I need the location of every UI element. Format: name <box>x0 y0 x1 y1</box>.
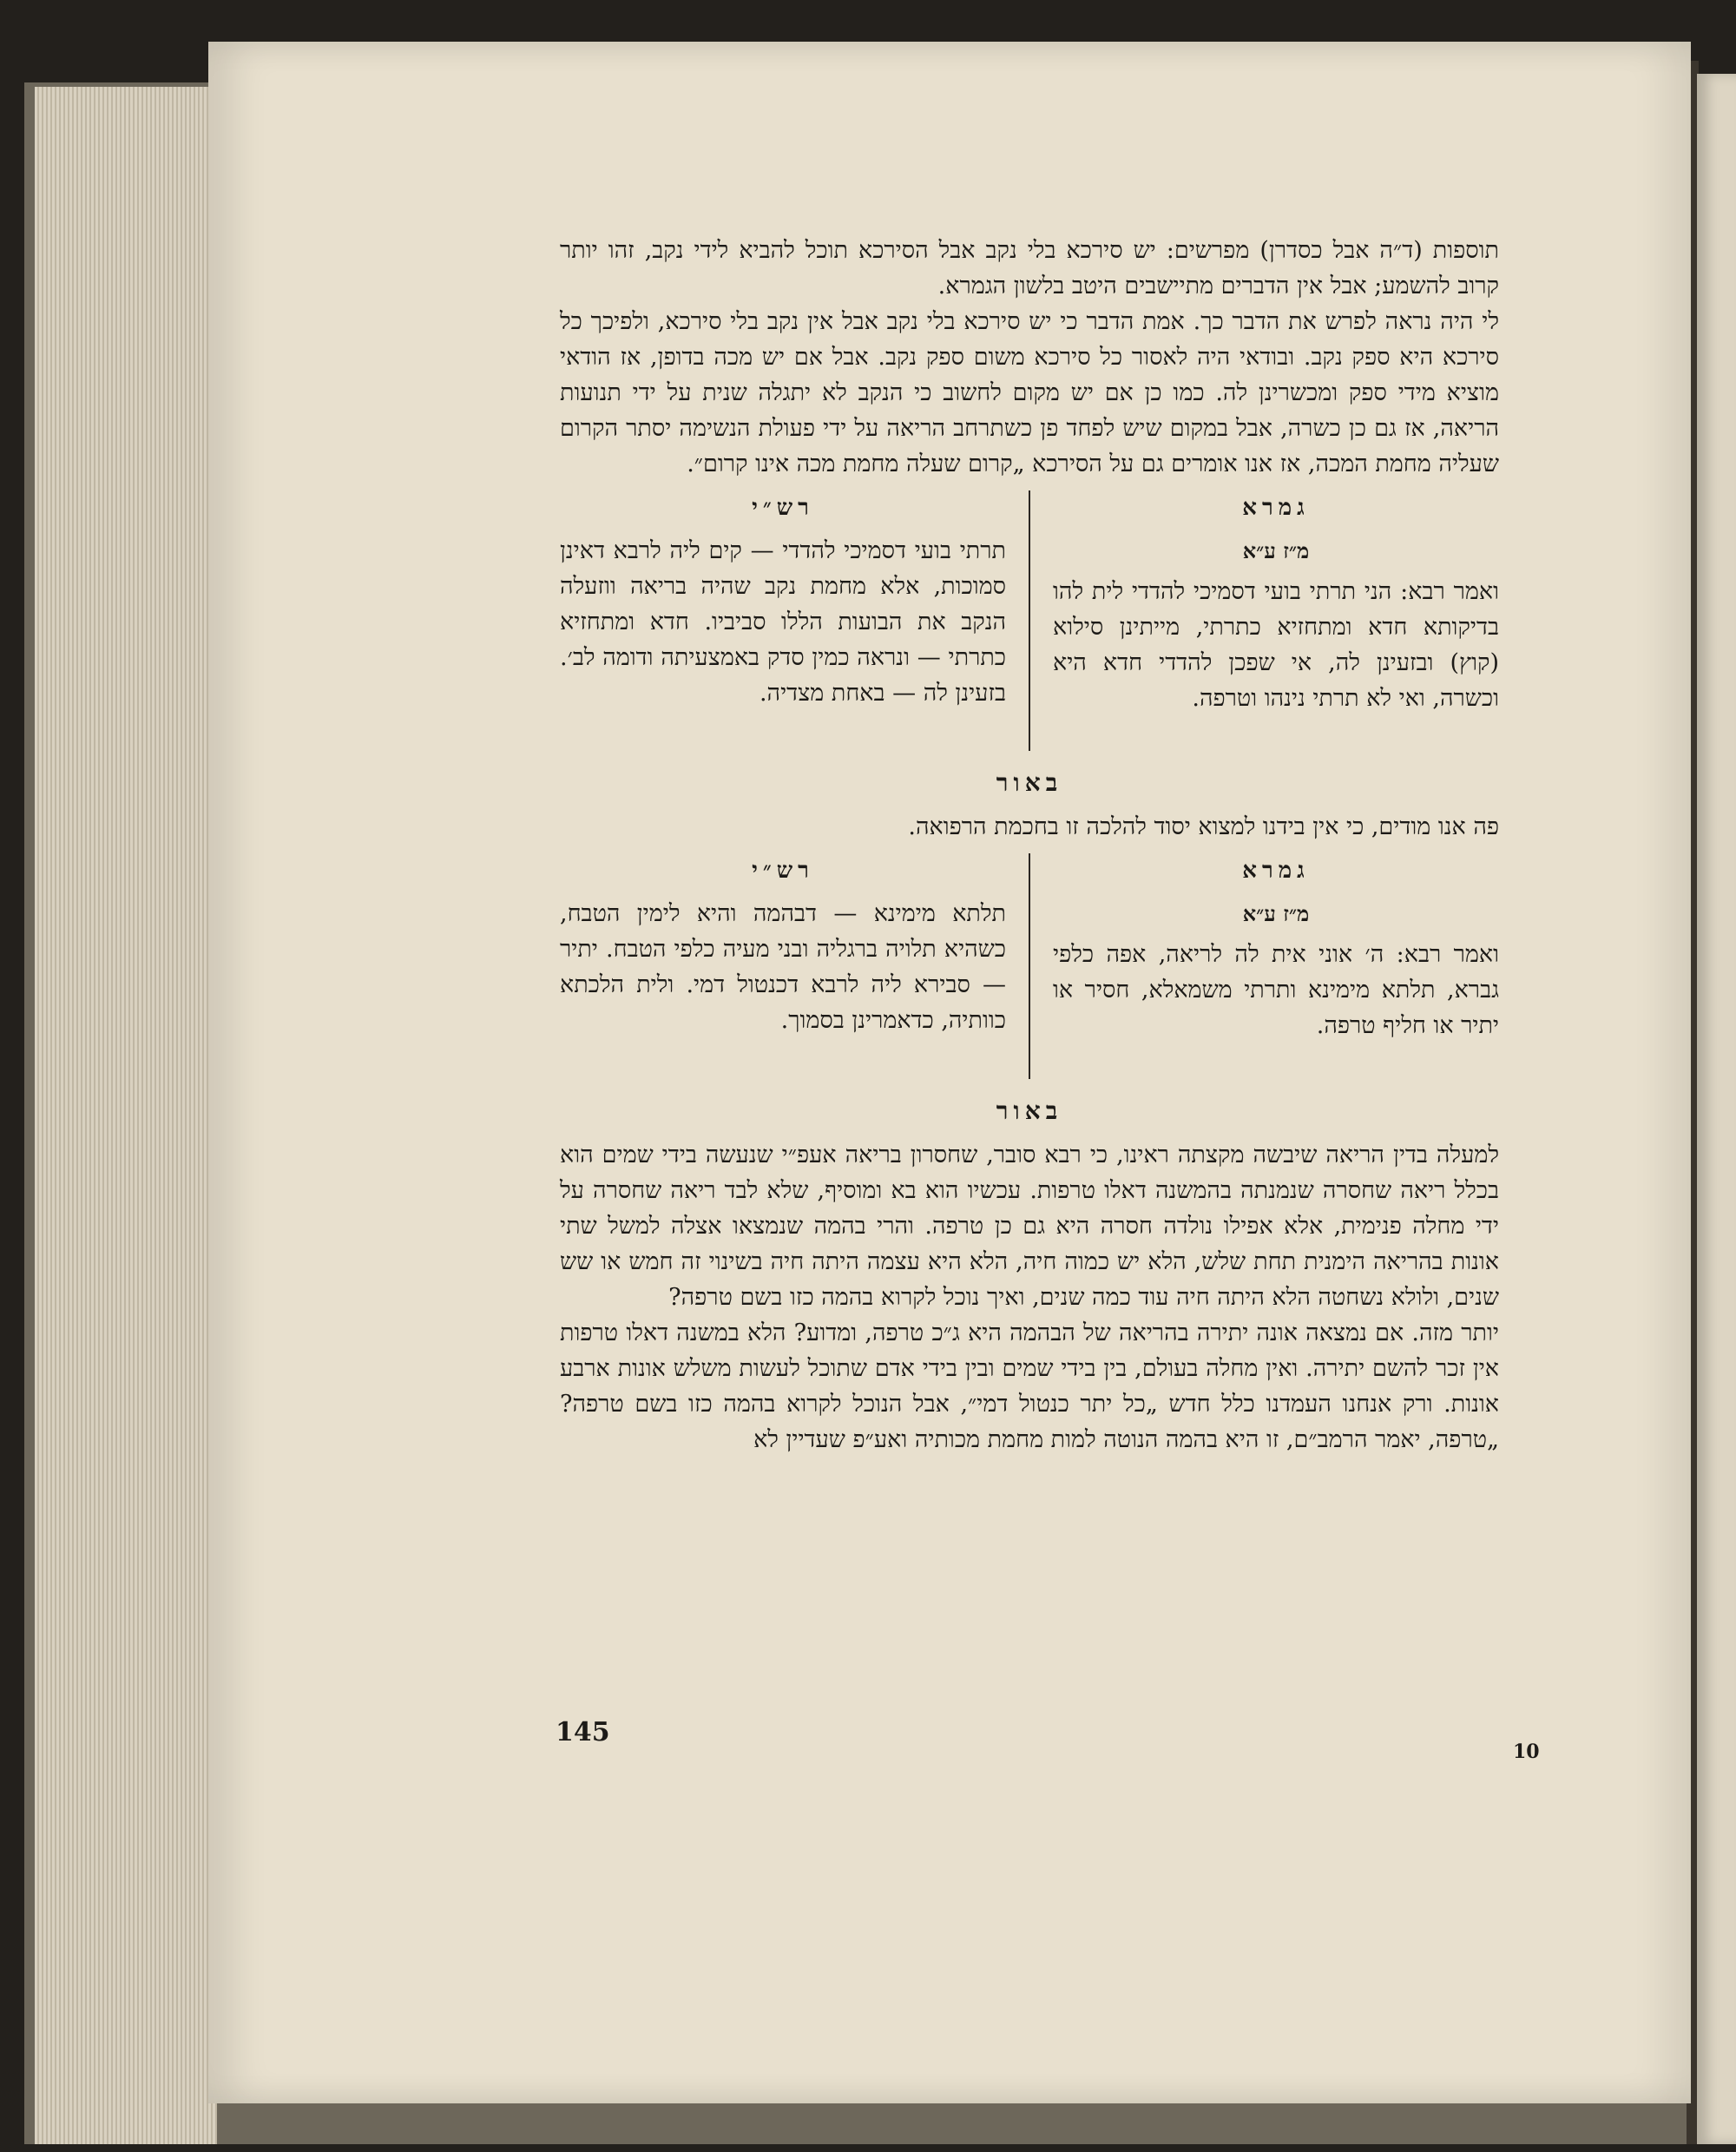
rashi-text-1: תרתי בועי דסמיכי להדדי — קים ליה לרבא דאינן סמוכות, אלא מחמת נקב שהיה בריאה ווזעלה הנקב את הבועות הללו סביביו. חדא ומתחזיא כתרתי — ונראה כמין סדק באמצעיתה ודומה לב׳. בזעינן לה — באחת מצדיה. <box>560 537 1006 707</box>
rashi-title-1: רש״י <box>752 495 814 521</box>
biur-text-1: פה אנו מודים, כי אין בידנו למצוא יסוד להלכה זו בחכמת הרפואה. <box>908 813 1499 840</box>
gemara-reference-2: מ״ז ע״א <box>1242 901 1310 926</box>
page-edges <box>35 87 217 2144</box>
gemara-rashi-section-1 <box>560 490 1499 751</box>
biur-heading-2: באור <box>996 1096 1063 1125</box>
rashi-text-2: תלתא מימינא — דבהמה והיא לימין הטבח, כשהיא תלויה ברגליה ובני מעיה כלפי הטבח. יתיר — סבירא ליה לרבא דכנטול דמי. ולית הלכתא כוותיה, כדאמרינן בסמוך. <box>560 900 1006 1034</box>
intro-paragraph-1: תוספות (ד״ה אבל כסדרן) מפרשים: יש סירכא בלי נקב אבל הסירכא תוכל להביא לידי נקב, זהו יותר קרוב להשמע; אבל אין הדברים מתיישבים היטב בלשון הגמרא. <box>560 237 1499 299</box>
page-content <box>560 233 1499 1847</box>
gemara-reference-1: מ״ז ע״א <box>1242 538 1310 563</box>
page-number: 145 <box>556 1717 610 1747</box>
biur2-paragraph-2: יותר מזה. אם נמצאה אונה יתירה בהריאה של הבהמה היא ג״כ טרפה, ומדוע? הלא במשנה דאלו טרפות אין זכר להשם יתירה. ואין מחלה בעולם, בין בידי שמים ובין בידי אדם שתוכל לעשות משלש אונות ארבע אונות. ורק אנחנו העמדנו כלל חדש „כל יתר כנטול דמי״, אבל הנוכל לקרוא בהמה כזו בשם טרפה? „טרפה, יאמר הרמב״ם, זו היא בהמה הנוטה למות מחמת מכותיה ואע״פ שעדיין לא <box>560 1319 1499 1453</box>
gemara-title-1: גמרא <box>1242 495 1310 521</box>
gemara-title-2: גמרא <box>1242 858 1310 884</box>
gemara-column-2 <box>1030 853 1499 1079</box>
gemara-rashi-section-2 <box>560 853 1499 1079</box>
sheet-number: 10 <box>1513 1741 1540 1763</box>
intro-paragraph-2: לי היה נראה לפרש את הדבר כך. אמת הדבר כי יש סירכא בלי נקב אבל אין נקב בלי סירכא, ולפיכך כל סירכא היא ספק נקב. ובודאי היה לאסור כל סירכא משום ספק נקב. אבל אם יש מכה בדופן, אז הודאי מוציא מידי ספק ומכשרינן לה. כמו כן אם יש מקום לחשוב כי הנקב לא יתגלה שנית על ידי תנועות הריאה, אז גם כן כשרה, אבל במקום שיש לפחד פן כשתרחב הריאה על ידי פעולת הנשימה יסתר הקרום שעליה מחמת המכה, אז אנו אומרים גם על הסירכא „קרום שעלה מחמת מכה אינו קרום״. <box>560 308 1500 477</box>
biur-heading-1: באור <box>996 768 1063 797</box>
rashi-column-1 <box>560 490 1030 751</box>
rashi-column-2 <box>560 853 1030 1079</box>
facing-page-edge <box>1697 74 1736 2144</box>
biur2-paragraph-1: למעלה בדין הריאה שיבשה מקצתה ראינו, כי רבא סובר, שחסרון בריאה אעפ״י שנעשה בידי שמים הוא בכלל ריאה שחסרה שנמנתה בהמשנה דאלו טרפות. עכשיו הוא בא ומוסיף, שלא לבד ריאה שחסרה על ידי מחלה פנימית, אלא אפילו נולדה חסרה היא גם כן טרפה. והרי בהמה שנמצאו אצלה למשל שתי אונות בהריאה הימנית תחת שלש, הלא יש כמוה חיה, הלא היא עצמה היתה חיה בשינוי זה חמש או שש שנים, ולולא נשחטה הלא היתה חיה עוד כמה שנים, ואיך נוכל לקרוא בהמה כזו בשם טרפה? <box>560 1142 1499 1311</box>
rashi-title-2: רש״י <box>752 858 814 884</box>
gemara-text-2: ואמר רבא: ה׳ אוני אית לה לריאה, אפה כלפי גברא, תלתא מימינא ותרתי משמאלא, חסיר או יתיר או חליף טרפה. <box>1053 941 1499 1039</box>
gemara-column-1 <box>1030 490 1499 751</box>
gemara-text-1: ואמר רבא: הני תרתי בועי דסמיכי להדדי לית להו בדיקותא חדא ומתחזיא כתרתי, מייתינן סילוא (קוץ) ובזעינן לה, אי שפכן להדדי חדא היא וכשרה, ואי לא תרתי נינהו וטרפה. <box>1053 578 1499 712</box>
